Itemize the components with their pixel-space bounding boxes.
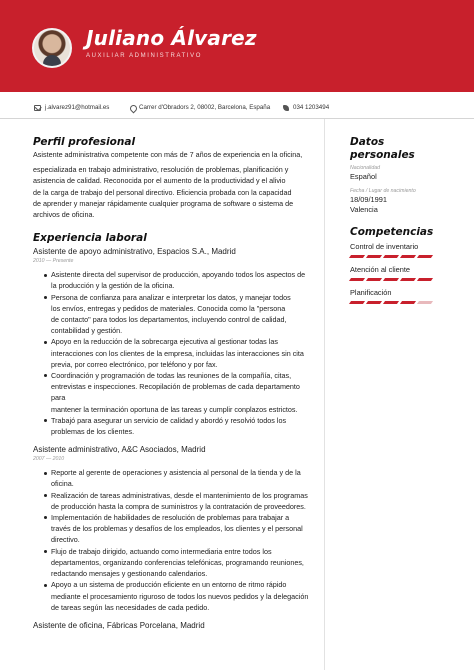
skill-level-segment <box>400 278 416 281</box>
skill-level-segment <box>366 301 382 304</box>
experience-heading: Experiencia laboral <box>33 232 147 245</box>
job-title: Asistente de apoyo administrativo, Espacios S.A., Madrid <box>33 247 236 257</box>
skill-level-bar <box>350 301 446 304</box>
skill-name: Planificación <box>350 287 392 297</box>
profile-line: asistencia de calidad. Reconocida por el aumento de la productividad y el alivio <box>33 176 286 186</box>
skill-level-bar <box>350 278 446 281</box>
contact-bar <box>0 101 474 117</box>
skill-level-segment <box>349 255 365 258</box>
birth-date: 18/09/1991 <box>350 194 387 204</box>
profile-heading: Perfil profesional <box>33 136 136 148</box>
bullet-item: Persona de confianza para analizar e interpretar los datos, y manejar todos los envíos, entregas y pedidos de materiales. Conocida como la "persona de contacto" para todos los departamentos, incluyendo control de calidad, contabilidad y gestión. <box>45 292 311 337</box>
profile-line: Asistente administrativa competente con más de 7 años de experiencia en la oficina, <box>33 150 303 159</box>
skill-level-segment <box>400 255 416 258</box>
header-divider <box>0 118 474 119</box>
skill-level-segment <box>417 301 433 304</box>
candidate-job-title: AUXILIAR ADMINISTRATIVO <box>86 53 203 59</box>
bullet-item: Realización de tareas administrativas, desde el mantenimiento de los programas de producción hasta la compra de suministros y la contratación de proveedores. <box>45 490 311 512</box>
column-divider <box>324 119 325 670</box>
nationality-label: Nacionalidad <box>350 165 380 171</box>
side-column <box>350 136 446 304</box>
skill-level-segment <box>366 278 382 281</box>
skill-level-segment <box>383 255 399 258</box>
skills-heading: Competencias <box>350 225 434 238</box>
job-dates: 2007 — 2010 <box>33 456 65 463</box>
profile-line: de la carga de trabajo del personal directivo. Eficiencia probada con la capacidad <box>33 187 292 197</box>
skill-level-segment <box>417 255 433 258</box>
resume-header <box>0 0 474 92</box>
contact-phone[interactable] <box>283 104 329 111</box>
skill-name: Atención al cliente <box>350 264 410 274</box>
contact-address <box>130 104 270 111</box>
mail-icon <box>34 105 41 111</box>
personal-heading: Datos personales <box>350 136 415 161</box>
profile-photo <box>32 28 72 68</box>
job-title: Asistente administrativo, A&C Asociados, Madrid <box>33 445 206 455</box>
bullet-item: Flujo de trabajo dirigido, actuando como intermediaria entre todos los departamentos, organizando conferencias telefónicas, programando reuniones, redactando mensajes y gestionando calendarios. <box>45 546 311 580</box>
profile-line: de aprender y manejar rápidamente cualquier programa de software o sistema de <box>33 198 294 208</box>
profile-summary <box>33 149 311 220</box>
birth-place: Valencia <box>350 205 378 214</box>
birth-label: Fecha / Lugar de nacimiento <box>350 187 416 194</box>
email-text: j.alvarez91@hotmail.es <box>45 104 110 111</box>
bullet-item: Trabajó para asegurar un servicio de calidad y abordó y resolvió todos los problemas de los clientes. <box>45 415 311 437</box>
skill-level-segment <box>383 278 399 281</box>
job-bullets <box>45 467 311 613</box>
job-dates: 2010 — Presente <box>33 258 74 265</box>
job-entry <box>33 620 311 631</box>
job-title: Asistente de oficina, Fábricas Porcelana, Madrid <box>33 620 205 630</box>
candidate-name: Juliano Álvarez <box>86 26 257 50</box>
profile-line: archivos de oficina. <box>33 210 95 220</box>
bullet-item: Asistente directa del supervisor de producción, apoyando todos los aspectos de la producción y la gestión de la oficina. <box>45 269 311 291</box>
phone-icon <box>283 105 289 111</box>
contact-email[interactable] <box>34 104 109 111</box>
job-entry <box>33 246 311 437</box>
main-column <box>33 136 311 631</box>
skill-level-bar <box>350 255 446 258</box>
skill-name: Control de inventario <box>350 241 419 251</box>
skill-level-segment <box>349 301 365 304</box>
address-text: Carrer d'Obradors 2, 08002, Barcelona, España <box>139 104 271 111</box>
bullet-item: Reporte al gerente de operaciones y asistencia al personal de la tienda y de la oficina. <box>45 467 311 489</box>
nationality-value: Español <box>350 172 377 181</box>
bullet-item: Apoyo a un sistema de producción eficiente en un entorno de ritmo rápido mediante el procesamiento riguroso de todos los nuevos pedidos y la delegación de tareas según las necesidades de cada pedido. <box>45 579 311 613</box>
profile-line: especializada en trabajo administrativo, resolución de problemas, planificación y <box>33 165 289 175</box>
job-bullets <box>45 269 311 437</box>
location-pin-icon <box>130 105 135 111</box>
skill-item <box>350 265 446 281</box>
skill-item <box>350 242 446 258</box>
skill-level-segment <box>400 301 416 304</box>
skill-level-segment <box>417 278 433 281</box>
bullet-item: Coordinación y programación de todas las reuniones de la compañía, citas, entrevistas e inspecciones. Recopilación de problemas de cada departamento para mantener la terminación oportuna de las tareas y cumplir conplazos estrictos. <box>45 370 311 415</box>
skill-level-segment <box>349 278 365 281</box>
skill-level-segment <box>383 301 399 304</box>
phone-text: 034 1203494 <box>293 104 330 111</box>
skill-item <box>350 288 446 304</box>
bullet-item: Apoyo en la reducción de la sobrecarga ejecutiva al gestionar todas las interacciones con los clientes de la empresa, incluidas las interacciones sin cita previa, por correo electrónico, por teléfono y por fax. <box>45 336 311 370</box>
skill-level-segment <box>366 255 382 258</box>
job-entry <box>33 444 311 613</box>
bullet-item: Implementación de habilidades de resolución de problemas para trabajar a través de los problemas y desafíos de los empleados, los clientes y el personal directivo. <box>45 512 311 546</box>
